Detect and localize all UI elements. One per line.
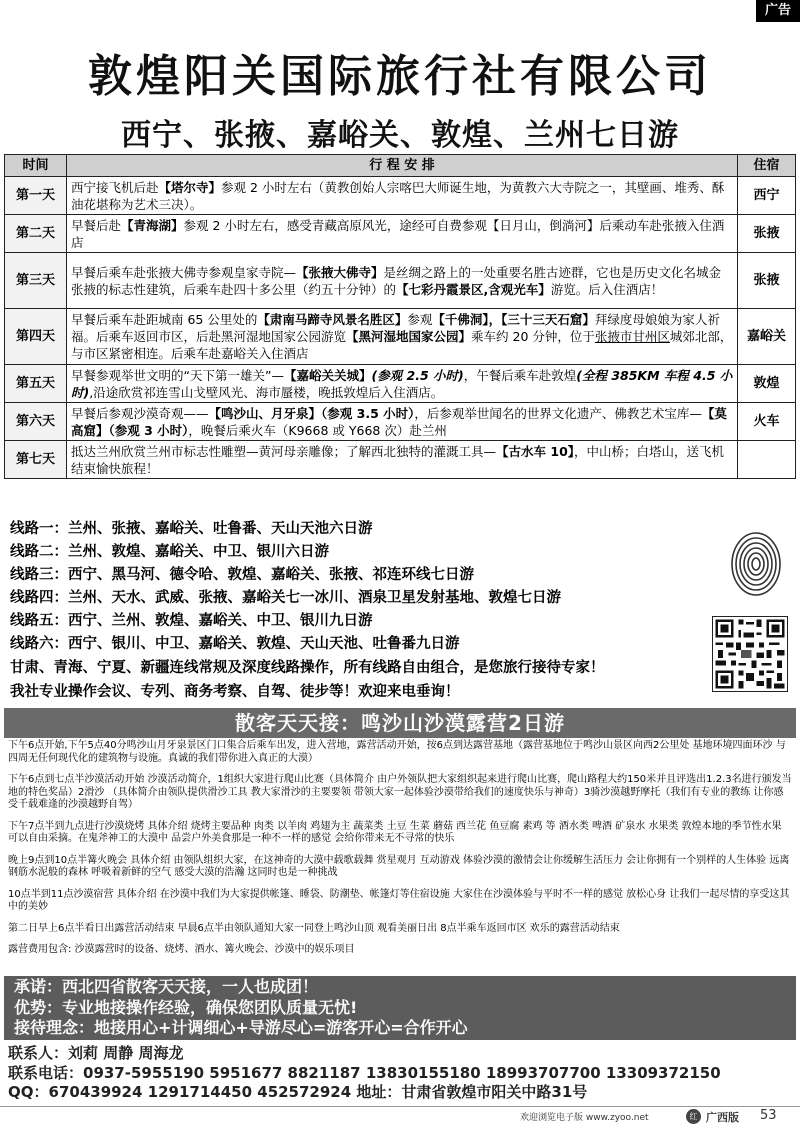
- camping-paragraph: 10点半到11点沙漠宿营 具体介绍 在沙漠中我们为大家提供帐篷、睡袋、防潮垫、帐篷灯等住宿设施 大家住在沙漠体验与平时不一样的感觉 放松心身 让我们一起尽情的享受这其中的美妙: [8, 888, 790, 912]
- itinerary-table: [4, 154, 796, 479]
- itinerary-text-segment: 参观: [407, 312, 433, 327]
- company-name: 敦煌阳关国际旅行社有限公司: [88, 51, 712, 102]
- itinerary-text-segment: 抵达兰州欣赏兰州市标志性雕塑—黄河母亲雕像；了解西北独特的灌溉工具—: [71, 443, 497, 459]
- fingerprint-icon: [728, 528, 784, 600]
- itinerary-text-segment: 【张掖大佛寺】: [296, 264, 384, 280]
- itinerary-row: [5, 365, 796, 403]
- itinerary-description: [67, 403, 738, 441]
- itinerary-day: 第二天: [5, 215, 67, 253]
- promo-line: 我社专业操作会议、专列、商务考察、自驾、徒步等！欢迎来电垂询！: [10, 684, 460, 700]
- contact-qq-address: QQ：670439924 1291714450 452572924 地址：甘肃省敦煌市阳关中路31号: [8, 1083, 588, 1101]
- itinerary-text-segment: 【鸣沙山、月牙泉】（参观 3.5 小时）: [208, 405, 415, 421]
- page-number: 53: [760, 1108, 777, 1123]
- itinerary-text-segment: 拜绿度母娘娘为家人祈福。后乘车返回市区，后赴黑河湿地国家公园游览: [71, 312, 720, 344]
- itinerary-text-segment: 【肃南马蹄寺风景名胜区】: [257, 312, 408, 327]
- camping-paragraph: 下午6点开始,下午5点40分鸣沙山月牙泉景区门口集合后乘车出发，进入营地，露营活动开始，按6点到达露营基地（露营基地位于鸣沙山景区向西2公里处 基地环境四面环沙 与四周无任何现代化的建筑物与设施。真诚的我们带你进入真正的大漠）: [8, 740, 786, 764]
- route-title: 西宁、张掖、嘉峪关、敦煌、兰州七日游: [121, 118, 679, 153]
- promo-line: 甘肃、青海、宁夏、新疆连线常规及深度线路操作，所有线路自由组合，是您旅行接待专家！: [10, 660, 605, 676]
- itinerary-text-segment: 西宁接飞机后赴: [71, 179, 159, 195]
- itinerary-stay: [738, 441, 796, 479]
- itinerary-text-segment: ，午餐后乘车赴敦煌: [463, 367, 577, 383]
- contact-persons: 联系人：刘莉 周静 周海龙: [8, 1044, 184, 1062]
- itinerary-row: [5, 177, 796, 215]
- route-line: 线路二：兰州、敦煌、嘉峪关、中卫、银川六日游: [10, 544, 329, 560]
- itinerary-row: [5, 403, 796, 441]
- camping-banner: 散客天天接：鸣沙山沙漠露营2日游: [4, 708, 796, 738]
- itinerary-text-segment: 是丝绸之路上的一处重要名胜古迹群，它也是历史文化名城金张掖的标志性建筑，后乘车赴四十多公里（约五十分钟）的: [71, 264, 722, 297]
- camping-paragraph: 晚上9点到10点半篝火晚会 具体介绍 由领队组织大家，在这神奇的大漠中载歌载舞 赏星观月 互动游戏 体验沙漠的激情会让你缓解生活压力 会让你拥有一个别样的人生体验 远离钢筋水泥般的森林 呼吸着新鲜的空气 感受大漠的浩瀚 这同时也是一种挑战: [8, 854, 790, 878]
- camping-paragraph: 下午7点半到九点进行沙漠烧烤 具体介绍 烧烤主要品种 肉类 以羊肉 鸡翅为主 蔬菜类 土豆 生菜 蘑菇 西兰花 鱼豆腐 素鸡 等 酒水类 啤酒 矿泉水 水果类 敦煌本地的季节性水果 可以自由采摘。在鬼斧神工的大漠中 品尝户外美食那是一种不一样的感觉 会给你带来无不寻常的快乐: [8, 820, 782, 844]
- itinerary-text-segment: 【塔尔寺】: [158, 179, 222, 195]
- itinerary-day: 第一天: [5, 177, 67, 215]
- itinerary-row: [5, 441, 796, 479]
- itinerary-row: [5, 215, 796, 253]
- itinerary-stay: 火车: [738, 403, 796, 441]
- itinerary-text-segment: 【古水车 10】: [496, 443, 575, 459]
- itinerary-text-segment: (参观 2.5 小时): [371, 367, 464, 383]
- itinerary-description: [67, 365, 738, 403]
- contact-info: [8, 1044, 792, 1103]
- itinerary-text-segment: 早餐后参观沙漠奇观——: [71, 405, 209, 421]
- page-footer: [0, 1106, 800, 1125]
- camping-fee-includes: 露营费用包含: 沙漠露营时的设备、烧烤、酒水、篝火晚会、沙漠中的娱乐项目: [8, 944, 355, 955]
- itinerary-row: [5, 253, 796, 309]
- itinerary-description: [67, 441, 738, 479]
- itinerary-text-segment: ，晚餐后乘火车（K9668 或 Y668 次）赴兰州: [188, 422, 447, 438]
- philosophy-line: 接待理念：地接用心+计调细心+导游尽心=游客开心=合作开心: [14, 1018, 468, 1037]
- itinerary-text-segment: 【七彩丹霞景区,含观光车】: [396, 281, 551, 297]
- contact-phones: 联系电话：0937-5955190 5951677 8821187 13830155180 18993707700 13309372150: [8, 1063, 721, 1082]
- itinerary-text-segment: 早餐后乘车赴距城南 65 公里处的: [71, 312, 258, 327]
- commitment-box: [4, 976, 796, 1040]
- itinerary-text-segment: ，中山桥；白塔山，送飞机结束愉快旅程！: [71, 443, 725, 476]
- itinerary-description: [67, 177, 738, 215]
- itinerary-stay: 张掖: [738, 215, 796, 253]
- itinerary-text-segment: 参观 2 小时左右，感受青藏高原风光，途经可自费参观【日月山，倒淌河】后乘动车赴张掖入住酒店: [71, 217, 725, 250]
- itinerary-text-segment: 【黑河湿地国家公园】: [346, 329, 472, 344]
- itinerary-text-segment: (全程 385KM 车程 4.5 小时): [71, 367, 733, 400]
- route-line: 线路四：兰州、天水、武威、张掖、嘉峪关七一冰川、酒泉卫星发射基地、敦煌七日游: [10, 590, 561, 606]
- itinerary-stay: 嘉峪关: [738, 309, 796, 365]
- publisher-logo-icon: 红: [686, 1109, 701, 1124]
- itinerary-text-segment: 【莫高窟】（参观 3 小时）: [71, 405, 727, 438]
- advantage-line: 优势：专业地接操作经验，确保您团队质量无忧!: [14, 997, 358, 1017]
- camping-details: [8, 740, 792, 966]
- itinerary-text-segment: ，后参观举世闻名的世界文化遗产、佛教艺术宝库—: [414, 405, 702, 421]
- itinerary-description: [67, 309, 738, 365]
- itinerary-text-segment: 早餐参观举世文明的“天下第一雄关”—: [71, 367, 284, 383]
- itinerary-day: 第六天: [5, 403, 67, 441]
- camping-paragraph: 下午6点到七点半沙漠活动开始 沙漠活动简介，1组织大家进行爬山比赛（具体简介 由户外领队把大家组织起来进行爬山比赛，爬山路程大约150米并且评选出1.2.3名进行颁发当地的特色奖品）2滑沙 （具体简介由领队提供滑沙工具 教大家滑沙的主要要领 带领大家一起体验沙漠带给我们的速度快乐与神奇）3骑沙漠越野摩托（我们有专业的教练 让你感受千载难逢的沙漠越野自驾）: [8, 774, 792, 810]
- itinerary-header-row: [5, 155, 796, 177]
- route-line: 线路一：兰州、张掖、嘉峪关、吐鲁番、天山天池六日游: [10, 521, 373, 537]
- itinerary-text-segment: 参观 2 小时左右（黄教创始人宗喀巴大师诞生地，为黄教六大寺院之一，其壁画、堆秀、酥油花堪称为艺术三决）。: [71, 179, 725, 212]
- itinerary-text-segment: 乘车约 20 分钟，位于: [471, 329, 595, 344]
- itinerary-description: [67, 215, 738, 253]
- ad-tag: 广告: [756, 0, 800, 22]
- itinerary-stay: 西宁: [738, 177, 796, 215]
- itinerary-text-segment: 早餐后赴: [71, 217, 122, 233]
- itinerary-day: 第七天: [5, 441, 67, 479]
- route-lines: [10, 518, 700, 704]
- route-line: 线路五：西宁、兰州、敦煌、嘉峪关、中卫、银川九日游: [10, 613, 373, 629]
- itinerary-text-segment: 【千佛洞】，【三十三天石窟】: [432, 312, 595, 327]
- itinerary-text-segment: 城郊北部，与市区紧密相连。后乘车赴嘉峪关入住酒店: [71, 329, 733, 361]
- itinerary-text-segment: 【嘉峪关关城】: [283, 367, 372, 383]
- itinerary-text-segment: 早餐后乘车赴张掖大佛寺参观皇家寺院—: [71, 264, 297, 280]
- itinerary-day: 第五天: [5, 365, 67, 403]
- header-schedule: 行 程 安 排: [67, 155, 738, 177]
- camping-paragraph: 第二日早上6点半看日出露营活动结束 早晨6点半由领队通知大家一同登上鸣沙山顶 观看美丽日出 8点半乘车返回市区 欢乐的露营活动结束: [8, 922, 620, 934]
- itinerary-text-segment: 【青海湖】: [121, 217, 184, 233]
- route-line: 线路六：西宁、银川、中卫、嘉峪关、敦煌、天山天池、吐鲁番九日游: [10, 636, 460, 652]
- header-stay: 住宿: [738, 155, 796, 177]
- itinerary-day: 第四天: [5, 309, 67, 365]
- commitment-line: 承诺：西北四省散客天天接，一人也成团！: [14, 977, 319, 996]
- itinerary-text-segment: 张掖市甘州区: [594, 329, 670, 344]
- itinerary-description: [67, 253, 738, 309]
- footer-website: 欢迎浏览电子版 www.zyoo.net: [520, 1113, 649, 1123]
- itinerary-day: 第三天: [5, 253, 67, 309]
- itinerary-text-segment: 游览。后入住酒店！: [550, 281, 664, 297]
- itinerary-row: [5, 309, 796, 365]
- header-time: 时间: [5, 155, 67, 177]
- route-line: 线路三：西宁、黑马河、德令哈、敦煌、嘉峪关、张掖、祁连环线七日游: [10, 567, 474, 583]
- itinerary-text-segment: ,沿途欣赏祁连雪山戈壁风光、海市蜃楼，晚抵敦煌后入住酒店。: [89, 384, 444, 400]
- qr-code-icon: [712, 616, 788, 692]
- itinerary-stay: 张掖: [738, 253, 796, 309]
- footer-edition: 广西版: [706, 1111, 739, 1124]
- itinerary-stay: 敦煌: [738, 365, 796, 403]
